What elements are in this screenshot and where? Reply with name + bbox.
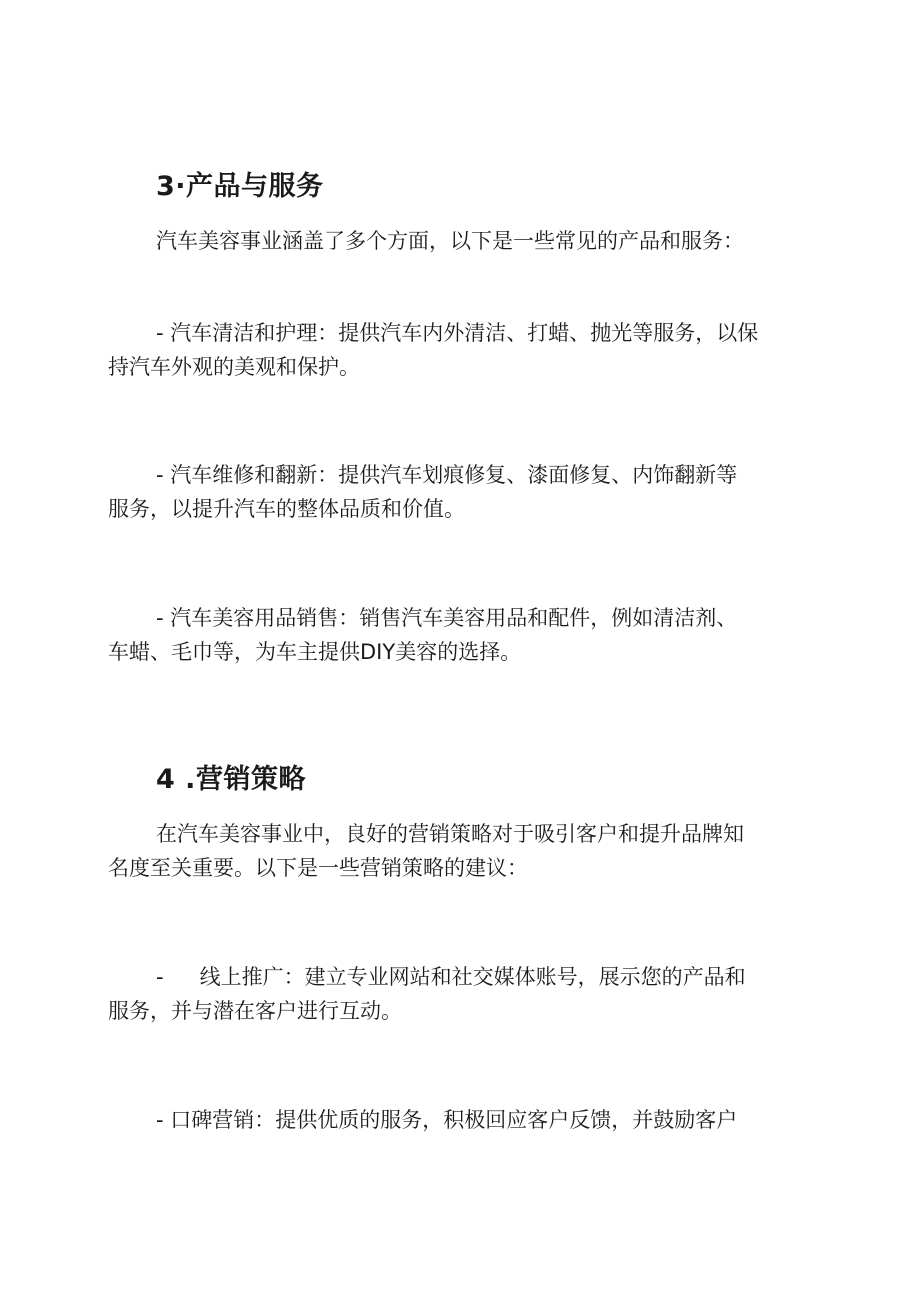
paragraph-line: 服务，并与潜在客户进行互动。 <box>108 999 402 1023</box>
paragraph-line <box>108 960 828 994</box>
paragraph-line: - 汽车维修和翻新：提供汽车划痕修复、漆面修复、内饰翻新等 <box>156 463 738 487</box>
paragraph-line: 车蜡、毛巾等，为车主提供DIY美容的选择。 <box>108 640 522 664</box>
line-text: 线上推广：建立专业网站和社交媒体账号，展示您的产品和 <box>199 965 746 989</box>
section-heading-marketing: 4 .营销策略 <box>156 764 306 795</box>
paragraph-marketing-intro <box>108 817 828 885</box>
paragraph-line: - 汽车清洁和护理：提供汽车内外清洁、打蜡、抛光等服务，以保 <box>156 321 759 345</box>
paragraph-line: 持汽车外观的美观和保护。 <box>108 355 360 379</box>
list-item-word-of-mouth <box>108 1103 828 1137</box>
list-item-online-promotion <box>108 960 828 1028</box>
list-item-cleaning <box>108 316 828 384</box>
list-item-repair <box>108 458 828 526</box>
paragraph-line: 服务，以提升汽车的整体品质和价值。 <box>108 497 465 521</box>
list-item-supplies <box>108 601 828 669</box>
paragraph-intro <box>108 224 828 258</box>
paragraph-line: - 口碑营销：提供优质的服务，积极回应客户反馈，并鼓励客户 <box>156 1108 738 1132</box>
paragraph-line: - 汽车美容用品销售：销售汽车美容用品和配件，例如清洁剂、 <box>156 606 738 630</box>
paragraph-line: 在汽车美容事业中，良好的营销策略对于吸引客户和提升品牌知 <box>156 822 744 846</box>
paragraph-line: 汽车美容事业涵盖了多个方面，以下是一些常见的产品和服务： <box>156 229 744 253</box>
bullet-dash: - <box>156 965 164 989</box>
paragraph-line: 名度至关重要。以下是一些营销策略的建议： <box>108 856 528 880</box>
section-heading-products-services: 3·产品与服务 <box>156 171 324 202</box>
